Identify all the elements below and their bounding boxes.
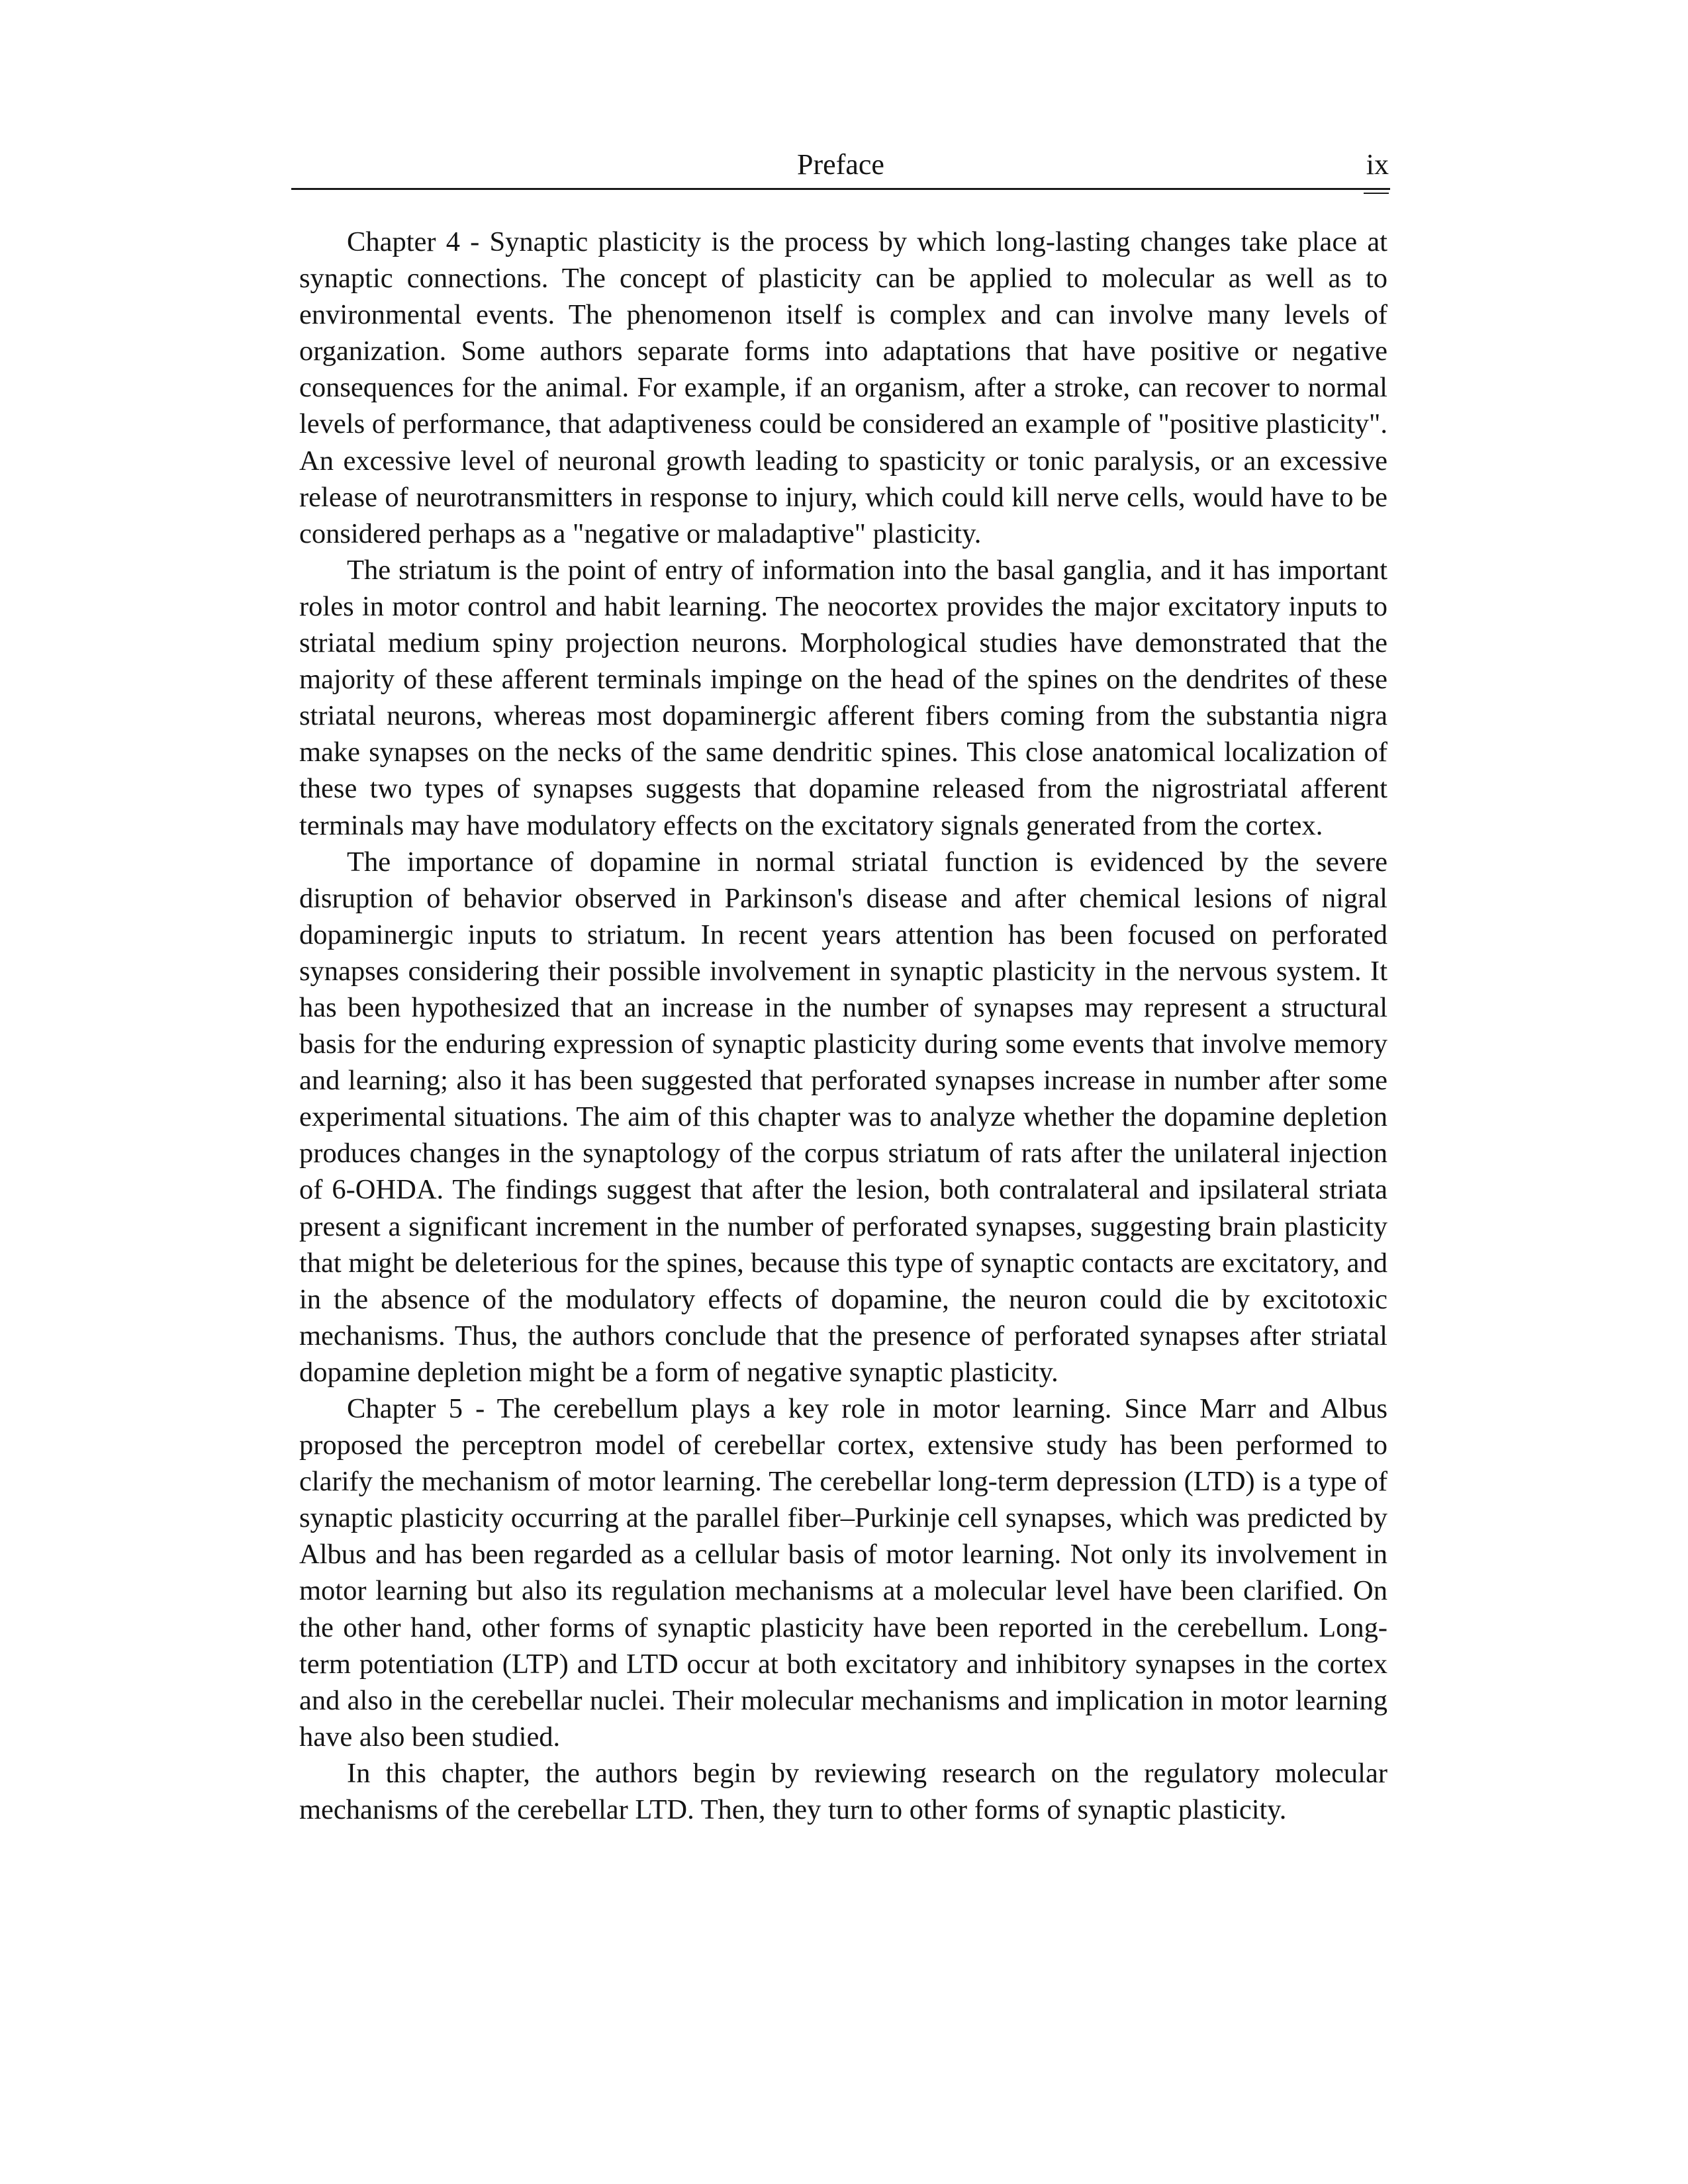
paragraph-striatum: The striatum is the point of entry of information into the basal ganglia, and it has important roles in motor control and habit learning. The neocortex provides the major excitatory inputs to striatal medium spiny projection neurons. Morphological studies have demonstrated that the majority of these afferent terminals impinge on the head of the spines on the dendrites of these striatal neurons, whereas most dopaminergic afferent fibers coming from the substantia nigra make synapses on the necks of the same dendritic spines. This close anatomical localization of these two types of synapses suggests that dopamine released from the nigrostriatal afferent terminals may have modulatory effects on the excitatory signals generated from the cortex. (299, 554, 1387, 841)
body-text (299, 224, 1387, 1918)
paragraph-chapter-5-intro: Chapter 5 - The cerebellum plays a key role in motor learning. Since Marr and Albus proposed the perceptron model of cerebellar cortex, extensive study has been performed to clarify the mechanism of motor learning. The cerebellar long-term depression (LTD) is a type of synaptic plasticity occurring at the parallel fiber–Purkinje cell synapses, which was predicted by Albus and has been regarded as a cellular basis of motor learning. Not only its involvement in motor learning but also its regulation mechanisms at a molecular level have been clarified. On the other hand, other forms of synaptic plasticity have been reported in the cerebellum. Long-term potentiation (LTP) and LTD occur at both excitatory and inhibitory synapses in the cortex and also in the cerebellar nuclei. Their molecular mechanisms and implication in motor learning have also been studied. (299, 1393, 1387, 1752)
running-title: Preface (797, 148, 884, 181)
folio-underline (1364, 193, 1389, 194)
paragraph-chapter-5-overview: In this chapter, the authors begin by reviewing research on the regulatory molecular mechanisms of the cerebellar LTD. Then, they turn to other forms of synaptic plasticity. (299, 1757, 1387, 1826)
running-header (291, 140, 1390, 190)
paragraph-dopamine: The importance of dopamine in normal striatal function is evidenced by the severe disruption of behavior observed in Parkinson's disease and after chemical lesions of nigral dopaminergic inputs to striatum. In recent years attention has been focused on perforated synapses considering their possible involvement in synaptic plasticity in the nervous system. It has been hypothesized that an increase in the number of synapses may represent a structural basis for the enduring expression of synaptic plasticity during some events that involve memory and learning; also it has been suggested that perforated synapses increase in number after some experimental situations. The aim of this chapter was to analyze whether the dopamine depletion produces changes in the synaptology of the corpus striatum of rats after the unilateral injection of 6-OHDA. The findings suggest that after the lesion, both contralateral and ipsilateral striata present a significant increment in the number of perforated synapses, suggesting brain plasticity that might be deleterious for the spines, because this type of synaptic contacts are excitatory, and in the absence of the modulatory effects of dopamine, the neuron could die by excitotoxic mechanisms. Thus, the authors conclude that the presence of perforated synapses after striatal dopamine depletion might be a form of negative synaptic plasticity. (299, 846, 1387, 1388)
page-number: ix (1366, 148, 1389, 181)
paragraph-chapter-4-intro: Chapter 4 - Synaptic plasticity is the process by which long-lasting changes take place at synaptic connections. The concept of plasticity can be applied to molecular as well as to environmental events. The phenomenon itself is complex and can involve many levels of organization. Some authors separate forms into adaptations that have positive or negative consequences for the animal. For example, if an organism, after a stroke, can recover to normal levels of performance, that adaptiveness could be considered an example of "positive plasticity". An excessive level of neuronal growth leading to spasticity or tonic paralysis, or an excessive release of neurotransmitters in response to injury, which could kill nerve cells, would have to be considered perhaps as a "negative or maladaptive" plasticity. (299, 226, 1387, 549)
